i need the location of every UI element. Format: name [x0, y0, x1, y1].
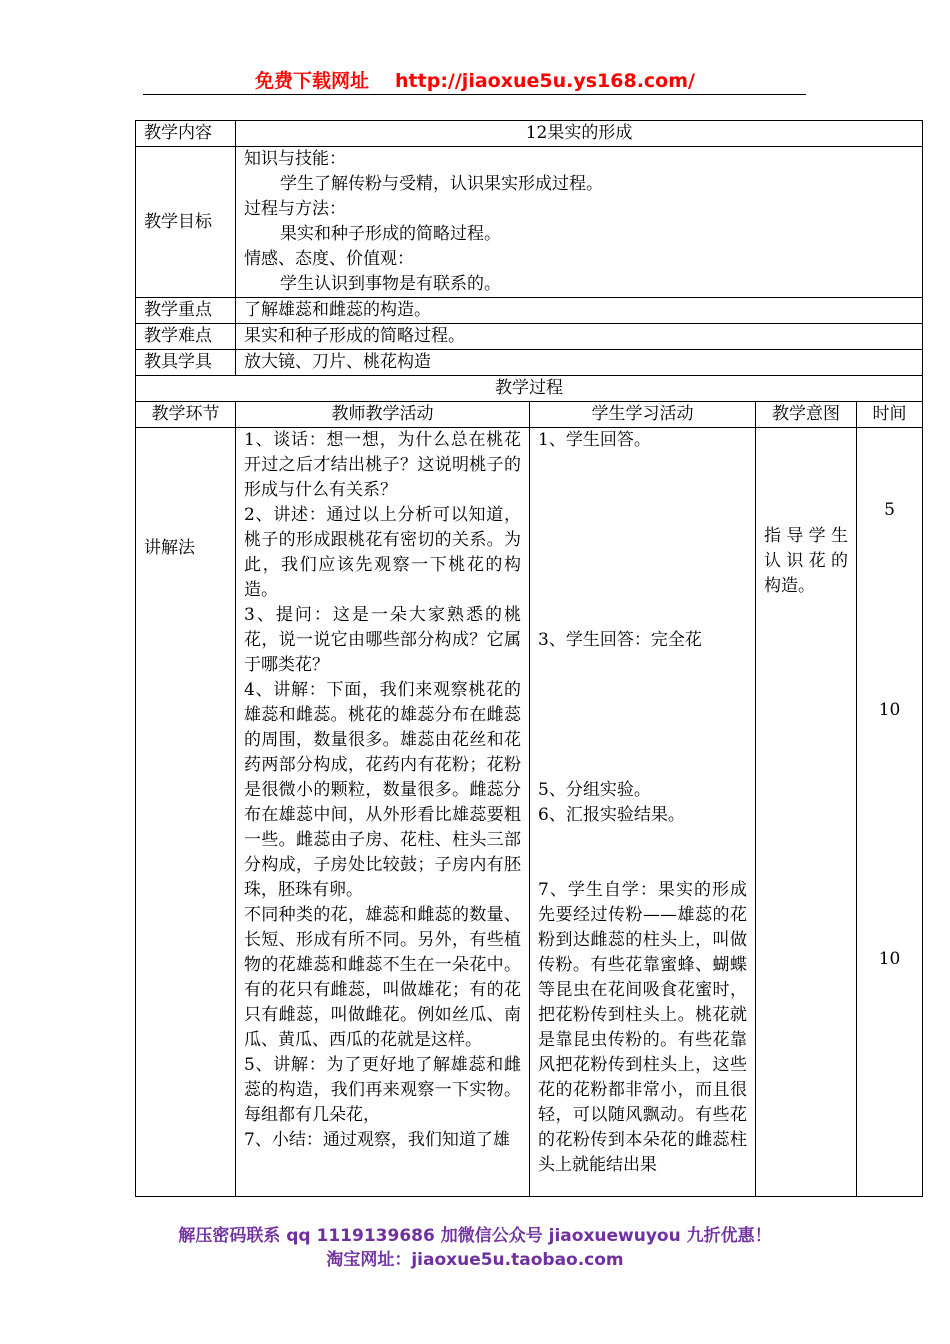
student-step: 5、分组实验。	[538, 780, 651, 800]
content-label: 教学内容	[136, 121, 236, 147]
goal-line: 情感、态度、价值观：	[244, 249, 414, 269]
key-point-label: 教学重点	[136, 298, 236, 324]
goal-content	[236, 147, 923, 298]
time-value: 10	[878, 700, 901, 720]
column-header: 教学环节	[136, 402, 236, 428]
header-divider	[143, 94, 806, 95]
lesson-plan-table	[135, 120, 923, 1197]
column-header: 时间	[857, 402, 923, 428]
goal-line: 知识与技能：	[244, 149, 346, 169]
stage-cell	[136, 428, 236, 1197]
tools-value: 放大镜、刀片、桃花构造	[236, 350, 923, 376]
intent-text: 指导学生认识花的构造。	[764, 526, 848, 596]
stage-name: 讲解法	[144, 538, 195, 558]
column-header: 教学意图	[756, 402, 857, 428]
student-activity	[530, 428, 756, 1197]
difficulty-label: 教学难点	[136, 324, 236, 350]
intent-cell	[756, 428, 857, 1197]
tools-label: 教具学具	[136, 350, 236, 376]
column-header: 学生学习活动	[530, 402, 756, 428]
lesson-title: 12果实的形成	[236, 121, 923, 147]
goal-line: 果实和种子形成的简略过程。	[280, 224, 501, 244]
header-url-link[interactable]: http://jiaoxue5u.ys168.com/	[395, 70, 695, 92]
goal-label: 教学目标	[136, 147, 236, 298]
process-title: 教学过程	[136, 376, 923, 402]
student-step: 6、汇报实验结果。	[538, 805, 685, 825]
time-value: 10	[878, 949, 901, 969]
column-header: 教师教学活动	[236, 402, 530, 428]
student-step: 7、学生自学：果实的形成先要经过传粉——雄蕊的花粉到达雌蕊的柱头上，叫做传粉。有些花靠蜜蜂、蝴蝶等昆虫在花间吸食花蜜时，把花粉传到柱头上。桃花就是靠昆虫传粉的。有些花靠风把花粉传到柱头上，这些花的花粉都非常小，而且很轻，可以随风飘动。有些花的花粉传到本朵花的雌蕊柱头上就能结出果	[538, 880, 747, 1175]
goal-line: 过程与方法：	[244, 199, 346, 219]
teacher-activity: 1、谈话：想一想，为什么总在桃花开过之后才结出桃子？这说明桃子的形成与什么有关系？ 2、讲述：通过以上分析可以知道，桃子的形成跟桃花有密切的关系。为此，我们应该先观察一下桃花的构造。 3、提问：这是一朵大家熟悉的桃花，说一说它由哪些部分构成？它属于哪类花？ 4、讲解：下面，我们来观察桃花的雄蕊和雌蕊。桃花的雄蕊分布在雌蕊的周围，数量很多。雄蕊由花丝和花药两部分构成，花药内有花粉；花粉是很微小的颗粒，数量很多。雌蕊分布在雄蕊中间，从外形看比雄蕊要粗一些。雌蕊由子房、花柱、柱头三部分构成，子房处比较鼓；子房内有胚珠，胚珠有卵。 不同种类的花，雄蕊和雌蕊的数量、长短、形成有所不同。另外，有些植物的花雄蕊和雌蕊不生在一朵花中。有的花只有雌蕊，叫做雄花；有的花只有雌蕊，叫做雌花。例如丝瓜、南瓜、黄瓜、西瓜的花就是这样。 5、讲解：为了更好地了解雄蕊和雌蕊的构造，我们再来观察一下实物。每组都有几朵花， 7、小结：通过观察，我们知道了雄	[236, 428, 530, 1197]
goal-line: 学生认识到事物是有联系的。	[280, 274, 501, 294]
time-cell	[857, 428, 923, 1197]
key-point-value: 了解雄蕊和雌蕊的构造。	[236, 298, 923, 324]
header-label: 免费下载网址	[255, 70, 370, 92]
difficulty-value: 果实和种子形成的简略过程。	[236, 324, 923, 350]
footer-shop-link[interactable]: 淘宝网址：jiaoxue5u.taobao.com	[326, 1250, 624, 1270]
header	[0, 66, 950, 93]
time-value: 5	[884, 500, 895, 520]
student-step: 3、学生回答：完全花	[538, 630, 702, 650]
goal-line: 学生了解传粉与受精，认识果实形成过程。	[280, 174, 603, 194]
footer-contact: 解压密码联系 qq 1119139686 加微信公众号 jiaoxuewuyou 九折优惠！	[178, 1226, 772, 1246]
student-step: 1、学生回答。	[538, 430, 651, 450]
